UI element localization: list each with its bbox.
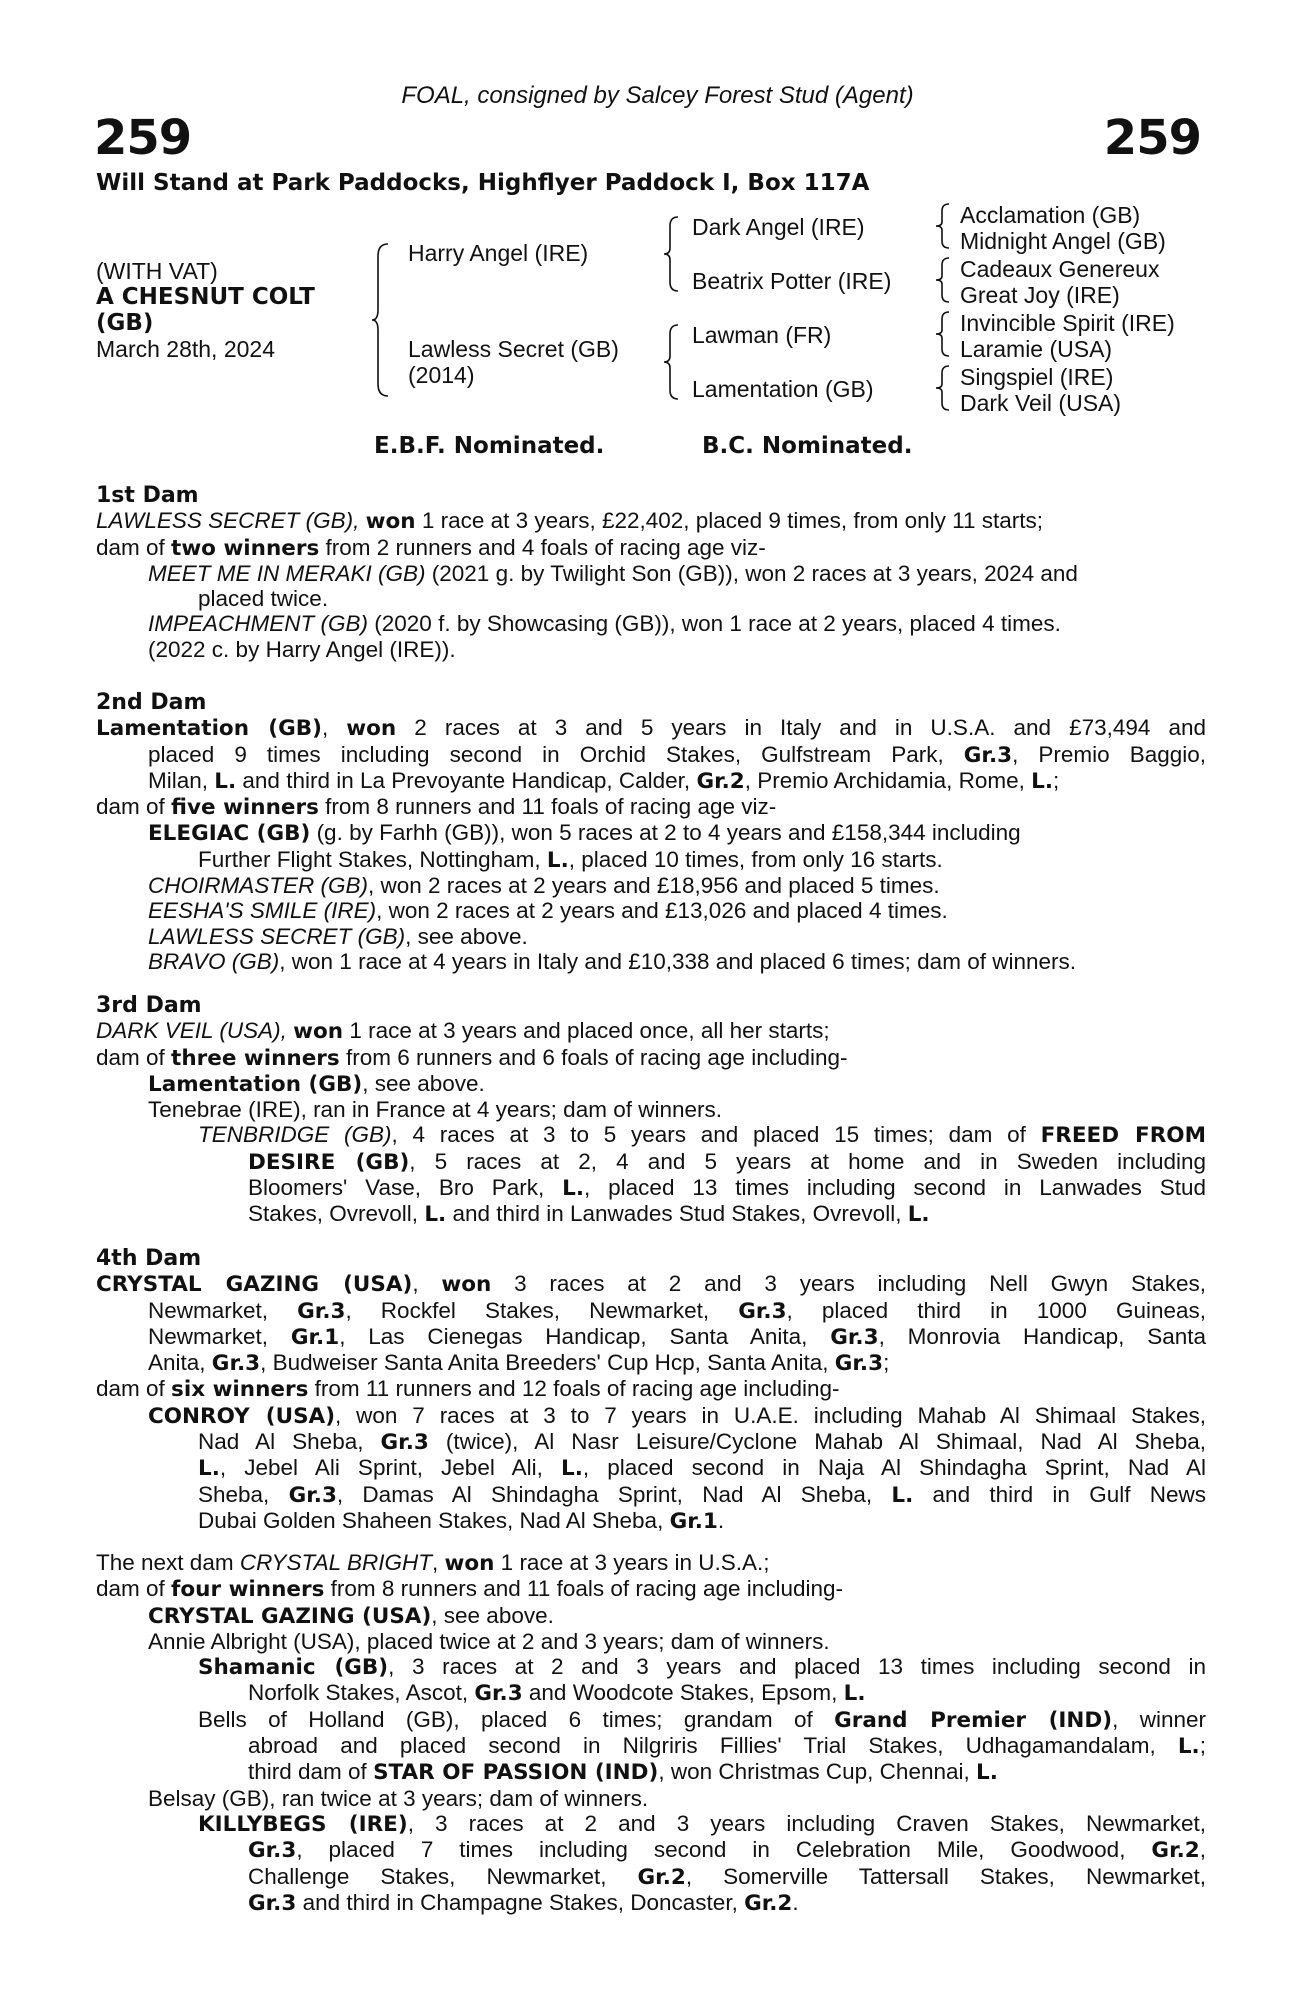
pedigree-brace-sire [662, 214, 682, 294]
text-line: dam of two winners from 2 runners and 4 foals of racing age viz- [96, 534, 766, 561]
text-line: DESIRE (GB), 5 races at 2, 4 and 5 years at home and in Sweden including [248, 1148, 1206, 1175]
text-line: dam of four winners from 8 runners and 11 foals of racing age including- [96, 1576, 844, 1603]
text-line: Anita, Gr.3, Budweiser Santa Anita Breeders' Cup Hcp, Santa Anita, Gr.3; [148, 1350, 890, 1377]
pedigree-gg-8: Dark Veil (USA) [960, 390, 1122, 416]
text-line: MEET ME IN MERAKI (GB) (2021 g. by Twilight Son (GB)), won 2 races at 3 years, 2024 and [148, 560, 1078, 586]
text-line: LAWLESS SECRET (GB), see above. [148, 923, 528, 949]
text-line: placed twice. [198, 586, 329, 612]
text-line: Nad Al Sheba, Gr.3 (twice), Al Nasr Leisure/Cyclone Mahab Al Shimaal, Nad Al Sheba, [198, 1429, 1206, 1456]
pedigree-brace-main [370, 240, 392, 400]
text-line: ELEGIAC (GB) (g. by Farhh (GB)), won 5 races at 2 to 4 years and £158,344 including [148, 820, 1021, 847]
text-line: Bells of Holland (GB), placed 6 times; grandam of Grand Premier (IND), winner [198, 1706, 1206, 1733]
horse-country: (GB) [96, 310, 154, 336]
pedigree-brace-g1 [934, 202, 952, 250]
consignor-line: FOAL, consigned by Salcey Forest Stud (Agent) [401, 82, 914, 109]
text-line: Bloomers' Vase, Bro Park, L., placed 13 times including second in Lanwades Stud [248, 1175, 1207, 1202]
pedigree-dam: Lawless Secret (GB) [408, 336, 619, 362]
text-line: The next dam CRYSTAL BRIGHT, won 1 race at 3 years in U.S.A.; [96, 1550, 770, 1576]
stand-location: Will Stand at Park Paddocks, Highflyer Paddock I, Box 117A [96, 170, 870, 196]
text-line: CRYSTAL GAZING (USA), won 3 races at 2 and 3 years including Nell Gwyn Stakes, [96, 1271, 1206, 1298]
pedigree-brace-g4 [934, 364, 952, 412]
pedigree-dam-sire: Lawman (FR) [692, 322, 832, 348]
text-line: Gr.3 and third in Champagne Stakes, Doncaster, Gr.2. [248, 1889, 799, 1916]
text-line: Sheba, Gr.3, Damas Al Shindagha Sprint, Nad Al Sheba, L. and third in Gulf News [198, 1481, 1206, 1508]
pedigree-gg-3: Cadeaux Genereux [960, 256, 1160, 282]
pedigree-dam-year: (2014) [408, 362, 475, 388]
text-line: dam of five winners from 8 runners and 11 foals of racing age viz- [96, 794, 777, 821]
pedigree-sire-dam: Beatrix Potter (IRE) [692, 268, 892, 294]
text-line: Belsay (GB), ran twice at 3 years; dam of winners. [148, 1785, 649, 1811]
pedigree-sire-sire: Dark Angel (IRE) [692, 214, 865, 240]
text-line: IMPEACHMENT (GB) (2020 f. by Showcasing (GB)), won 1 race at 2 years, placed 4 times. [148, 611, 1061, 637]
text-line: Newmarket, Gr.1, Las Cienegas Handicap, Santa Anita, Gr.3, Monrovia Handicap, Santa [148, 1323, 1206, 1350]
text-line: EESHA'S SMILE (IRE), won 2 races at 2 years and £13,026 and placed 4 times. [148, 898, 948, 924]
text-line: CONROY (USA), won 7 races at 3 to 7 years in U.A.E. including Mahab Al Shimaal Stakes, [148, 1402, 1206, 1429]
fourth-dam-section [96, 1246, 1206, 1534]
text-line: dam of three winners from 6 runners and 6 foals of racing age including- [96, 1044, 848, 1071]
text-line: Stakes, Ovrevoll, L. and third in Lanwades Stud Stakes, Ovrevoll, L. [248, 1201, 930, 1228]
section-heading: 1st Dam [96, 483, 199, 508]
text-line: Milan, L. and third in La Prevoyante Handicap, Calder, Gr.2, Premio Archidamia, Rome, L.; [148, 767, 1060, 794]
pedigree-gg-5: Invincible Spirit (IRE) [960, 310, 1175, 336]
second-dam-section [96, 690, 1206, 974]
bc-nomination: B.C. Nominated. [702, 433, 913, 459]
foaling-date: March 28th, 2024 [96, 336, 276, 362]
pedigree-brace-g3 [934, 310, 952, 358]
section-heading: 3rd Dam [96, 993, 202, 1018]
next-dam-section [96, 1550, 1206, 1916]
pedigree-gg-6: Laramie (USA) [960, 336, 1113, 362]
pedigree-dam-dam: Lamentation (GB) [692, 376, 874, 402]
text-line: placed 9 times including second in Orchid Stakes, Gulfstream Park, Gr.3, Premio Baggio, [148, 741, 1206, 768]
vat-note: (WITH VAT) [96, 258, 218, 284]
pedigree-gg-7: Singspiel (IRE) [960, 364, 1114, 390]
text-line: BRAVO (GB), won 1 race at 4 years in Italy and £10,338 and placed 6 times; dam of winners. [148, 948, 1076, 974]
pedigree-brace-dam [662, 322, 682, 402]
first-dam-section [96, 483, 1206, 662]
text-line: Dubai Golden Shaheen Stakes, Nad Al Sheba, Gr.1. [198, 1507, 725, 1534]
section-heading: 2nd Dam [96, 690, 207, 715]
pedigree-gg-2: Midnight Angel (GB) [960, 228, 1166, 254]
text-line: CHOIRMASTER (GB), won 2 races at 2 years and £18,956 and placed 5 times. [148, 873, 940, 899]
horse-name: A CHESNUT COLT [96, 284, 315, 310]
text-line: dam of six winners from 11 runners and 12 foals of racing age including- [96, 1376, 840, 1403]
text-line: third dam of STAR OF PASSION (IND), won Christmas Cup, Chennai, L. [248, 1759, 998, 1786]
text-line: Lamentation (GB), see above. [148, 1070, 485, 1097]
text-line: LAWLESS SECRET (GB), won 1 race at 3 years, £22,402, placed 9 times, from only 11 starts; [96, 508, 1044, 535]
pedigree-gg-4: Great Joy (IRE) [960, 282, 1120, 308]
text-line: Further Flight Stakes, Nottingham, L., placed 10 times, from only 16 starts. [198, 846, 943, 873]
lot-number-left: 259 [94, 110, 192, 166]
text-line: Tenebrae (IRE), ran in France at 4 years; dam of winners. [148, 1097, 723, 1123]
text-line: CRYSTAL GAZING (USA), see above. [148, 1602, 554, 1629]
text-line: Shamanic (GB), 3 races at 2 and 3 years and placed 13 times including second in [198, 1654, 1206, 1681]
text-line: Gr.3, placed 7 times including second in Celebration Mile, Goodwood, Gr.2, [248, 1837, 1206, 1864]
text-line: Newmarket, Gr.3, Rockfel Stakes, Newmarket, Gr.3, placed third in 1000 Guineas, [148, 1297, 1206, 1324]
text-line: Lamentation (GB), won 2 races at 3 and 5 years in Italy and in U.S.A. and £73,494 and [96, 715, 1206, 742]
text-line: TENBRIDGE (GB), 4 races at 3 to 5 years and placed 15 times; dam of FREED FROM [198, 1122, 1206, 1149]
text-line: L., Jebel Ali Sprint, Jebel Ali, L., placed second in Naja Al Shindagha Sprint, Nad Al [198, 1455, 1206, 1482]
text-line: Annie Albright (USA), placed twice at 2 and 3 years; dam of winners. [148, 1628, 830, 1654]
ebf-nomination: E.B.F. Nominated. [374, 433, 605, 459]
text-line: KILLYBEGS (IRE), 3 races at 2 and 3 years including Craven Stakes, Newmarket, [198, 1810, 1206, 1837]
pedigree-sire: Harry Angel (IRE) [408, 240, 589, 266]
text-line: DARK VEIL (USA), won 1 race at 3 years and placed once, all her starts; [96, 1018, 830, 1045]
section-heading: 4th Dam [96, 1246, 202, 1271]
text-line: Norfolk Stakes, Ascot, Gr.3 and Woodcote Stakes, Epsom, L. [248, 1680, 866, 1707]
lot-number-right: 259 [1103, 110, 1201, 166]
third-dam-section [96, 993, 1206, 1228]
pedigree-gg-1: Acclamation (GB) [960, 202, 1141, 228]
text-line: (2022 c. by Harry Angel (IRE)). [148, 636, 456, 662]
text-line: abroad and placed second in Nilgriris Fillies' Trial Stakes, Udhagamandalam, L.; [248, 1733, 1206, 1760]
text-line: Challenge Stakes, Newmarket, Gr.2, Somerville Tattersall Stakes, Newmarket, [248, 1863, 1206, 1890]
pedigree-brace-g2 [934, 256, 952, 304]
